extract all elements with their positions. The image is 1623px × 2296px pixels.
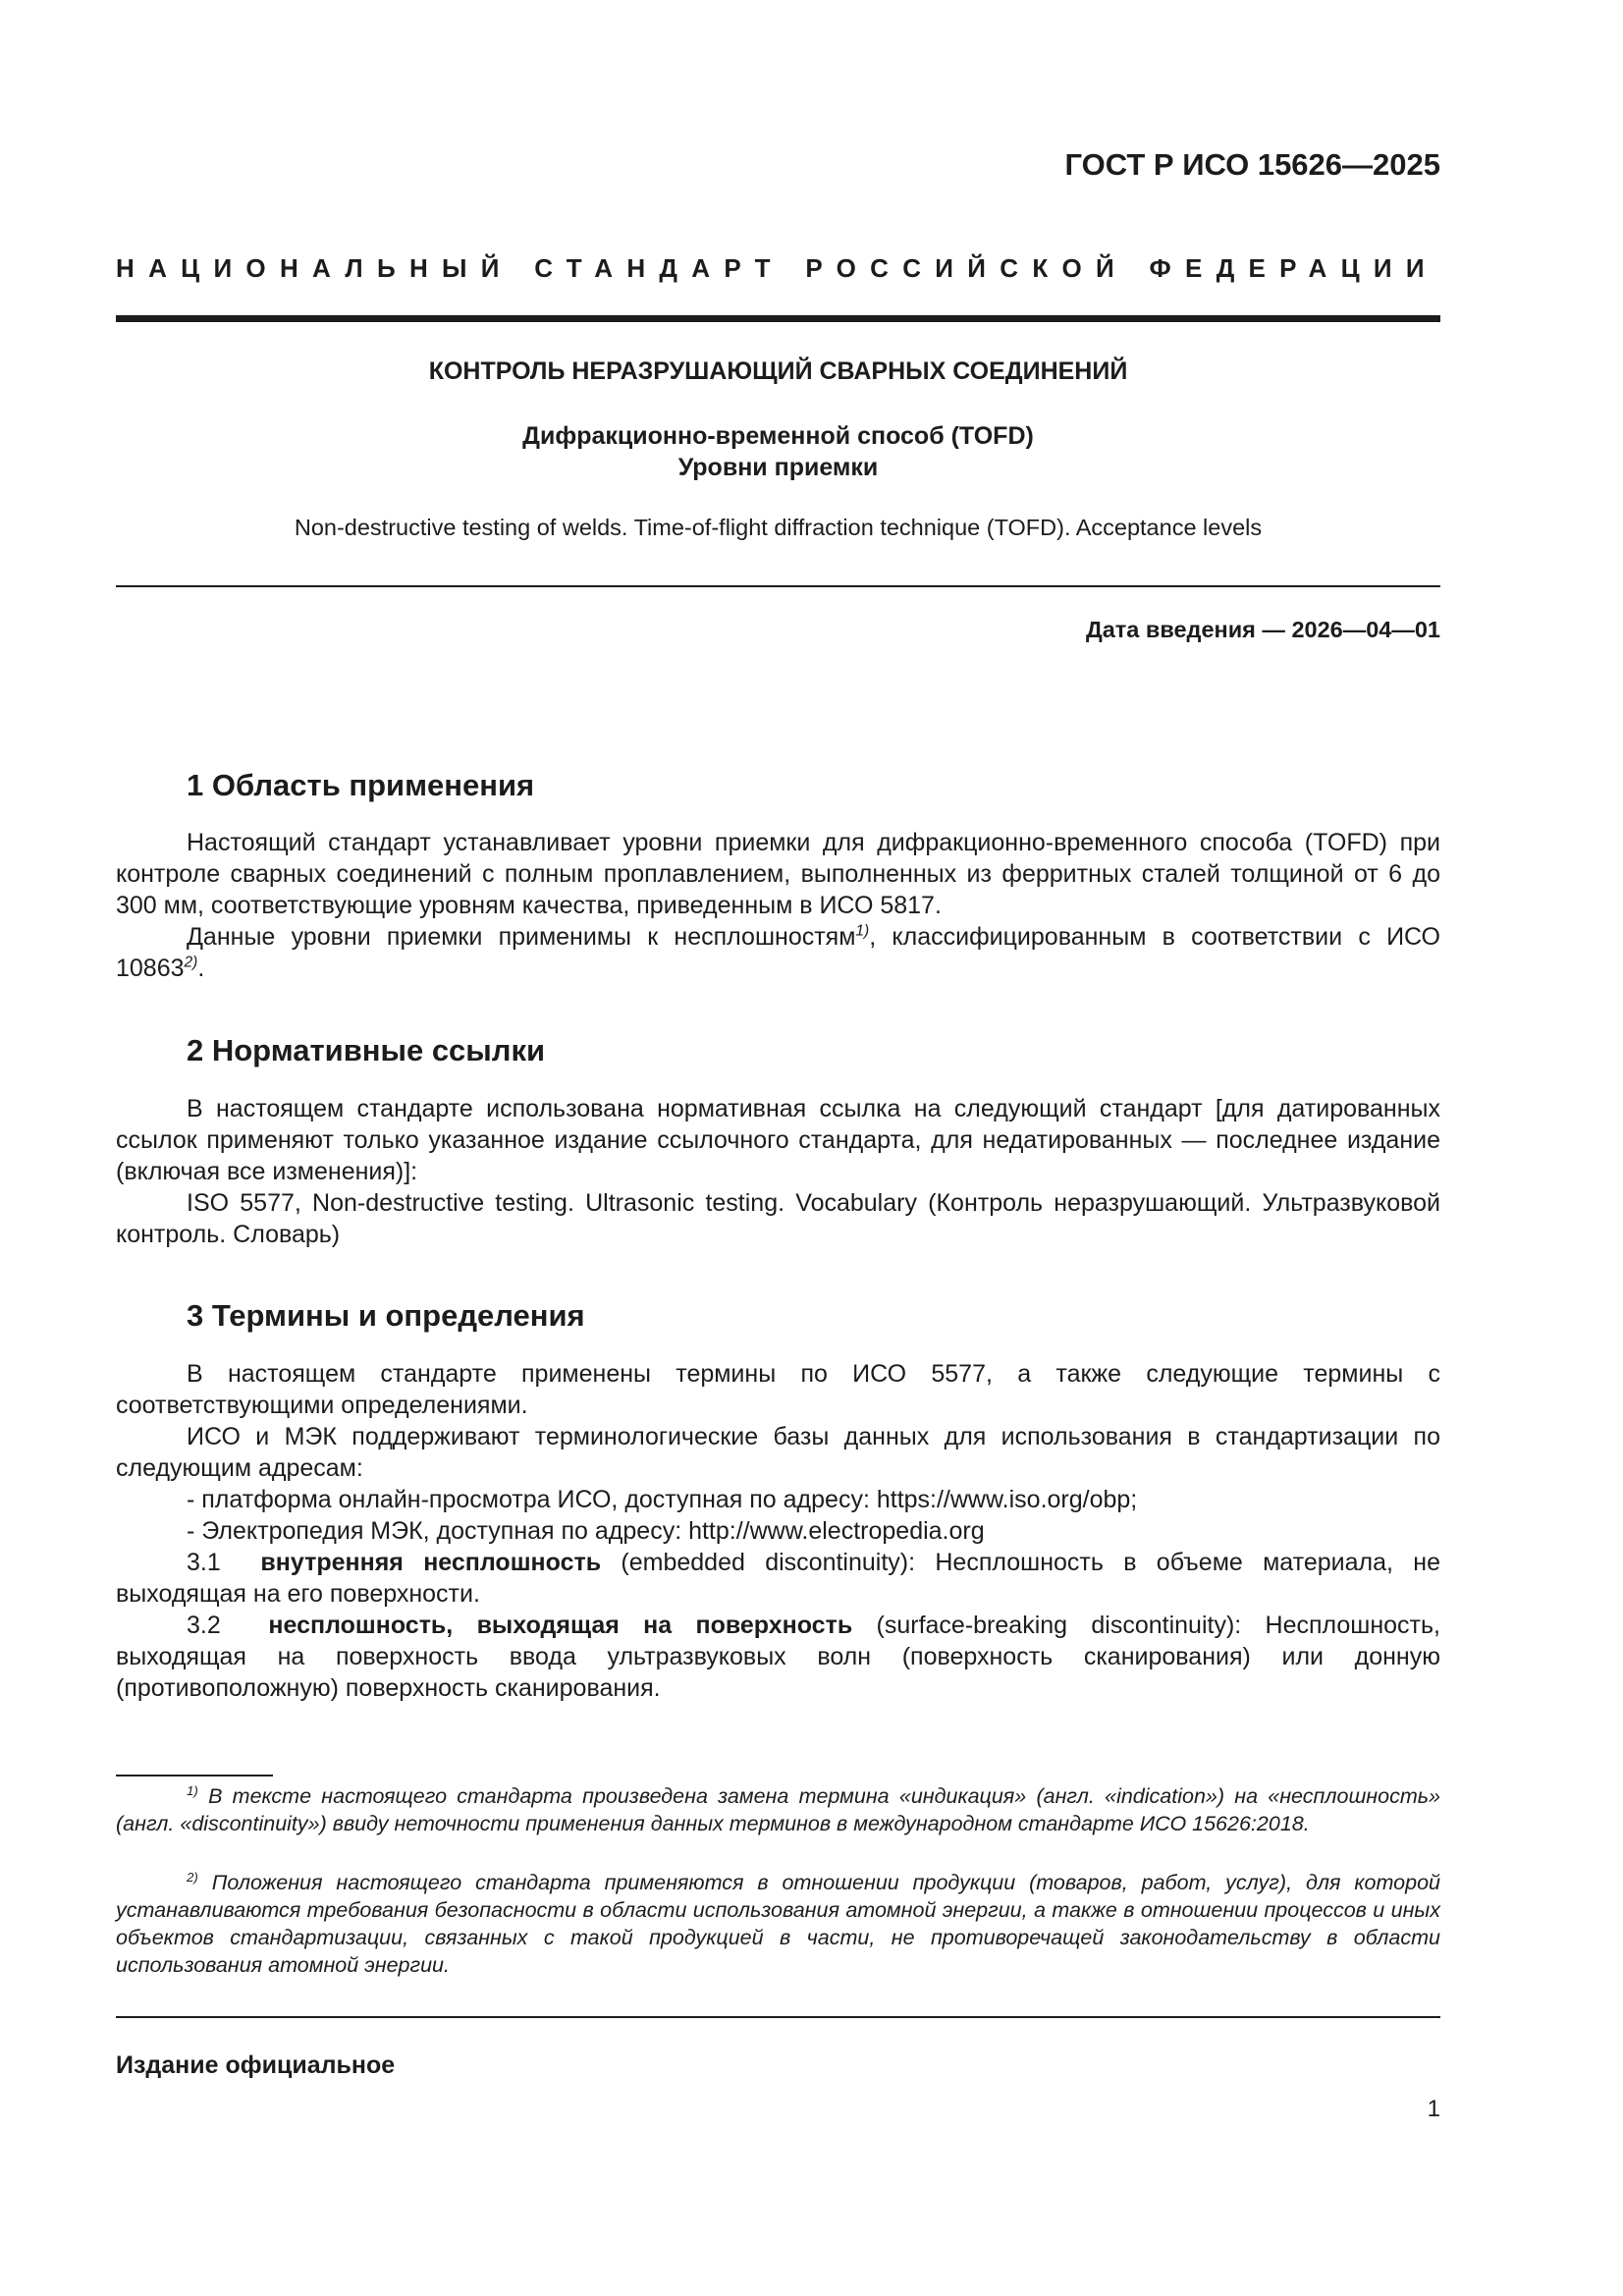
date-of-introduction: Дата введения — 2026—04—01 (1085, 617, 1440, 642)
footnote-ref-2: 2) (184, 954, 198, 971)
title-rule (116, 585, 1440, 587)
official-edition-label: Издание официальное (116, 2051, 396, 2079)
english-title: Non-destructive testing of welds. Time-of-flight diffraction technique (TOFD). Acceptance levels (294, 515, 1263, 540)
section-2-reference-item: ISO 5577, Non-destructive testing. Ultrasonic testing. Vocabulary (Контроль неразрушающий. Ультразвуковой контроль. Словарь) (116, 1189, 1440, 1248)
section-3-paragraph-2: ИСО и МЭК поддерживают терминологические базы данных для использования в стандартизации по следующим адресам: (116, 1423, 1440, 1482)
document-title: КОНТРОЛЬ НЕРАЗРУШАЮЩИЙ СВАРНЫХ СОЕДИНЕНИЙ (428, 357, 1128, 385)
page-number: 1 (1427, 2096, 1440, 2122)
term-3-1: 3.1 внутренняя несплошность (embedded discontinuity): Несплошность в объеме материала, не выходящая на его поверхности. (116, 1549, 1440, 1608)
section-3-heading: 3 Термины и определения (187, 1298, 585, 1333)
subtitle-line-2: Уровни приемки (677, 454, 879, 481)
footnote-ref-1: 1) (855, 922, 870, 940)
section-1-heading: 1 Область применения (187, 768, 535, 802)
footnote-1: $^{1)}$ В тексте настоящего стандарта произведена замена термина «индикация» (англ. «indication») на «несплошность» (англ. «discontinuity») ввиду неточности применения данных терминов в международном стандарте ИСО 15626:2018. (116, 1782, 1440, 1835)
footer-rule (116, 2016, 1440, 2018)
footnote-separator (116, 1775, 273, 1777)
section-1-paragraph-2: Данные уровни приемки применимы к несплошностям$^{1)}$, классифицированным в соответствии с ИСО 10863$^{2)}$. (116, 922, 1440, 982)
section-2-heading: 2 Нормативные ссылки (187, 1033, 546, 1067)
section-2-paragraph-1: В настоящем стандарте использована нормативная ссылка на следующий стандарт [для датированных ссылок применяют только указанное издание ссылочного стандарта, для недатированных — последнее издание (включая все изменения)]: (116, 1095, 1440, 1185)
document-subtitle (116, 420, 1440, 483)
header-thick-rule (116, 315, 1440, 322)
footnote-2: $^{2)}$ Положения настоящего стандарта применяются в отношении продукции (товаров, работ, услуг), для которой устанавливаются требования безопасности в области использования атомной энергии, а также в отношении процессов и иных объектов стандартизации, связанных с такой продукцией в части, не противоречащей законодательству в области использования атомной энергии. (116, 1869, 1440, 1977)
term-3-2: 3.2 несплошность, выходящая на поверхность (surface-breaking discontinuity): Несплошность, выходящая на поверхность ввода ультразвуковых волн (поверхность сканирования) или донную (противоположную) поверхность сканирования. (116, 1612, 1440, 1702)
section-1-paragraph-1: Настоящий стандарт устанавливает уровни приемки для дифракционно-временного способа (TOFD) при контроле сварных соединений с полным проплавлением, выполненных из ферритных сталей толщиной от 6 до 300 мм, соответствующие уровням качества, приведенным в ИСО 5817. (116, 829, 1440, 919)
section-3-paragraph-1: В настоящем стандарте применены термины по ИСО 5577, а также следующие термины с соответствующими определениями. (116, 1360, 1440, 1419)
standard-code: ГОСТ Р ИСО 15626—2025 (1064, 147, 1440, 182)
section-3-list-item-iec: - Электропедия МЭК, доступная по адресу: http://www.electropedia.org (187, 1517, 985, 1545)
subtitle-line-1: Дифракционно-временной способ (TOFD) (522, 422, 1034, 450)
section-3-list-item-iso: - платформа онлайн-просмотра ИСО, доступная по адресу: https://www.iso.org/obp; (187, 1486, 1138, 1513)
national-standard-banner: НАЦИОНАЛЬНЫЙ СТАНДАРТ РОССИЙСКОЙ ФЕДЕРАЦИИ (116, 253, 1438, 283)
